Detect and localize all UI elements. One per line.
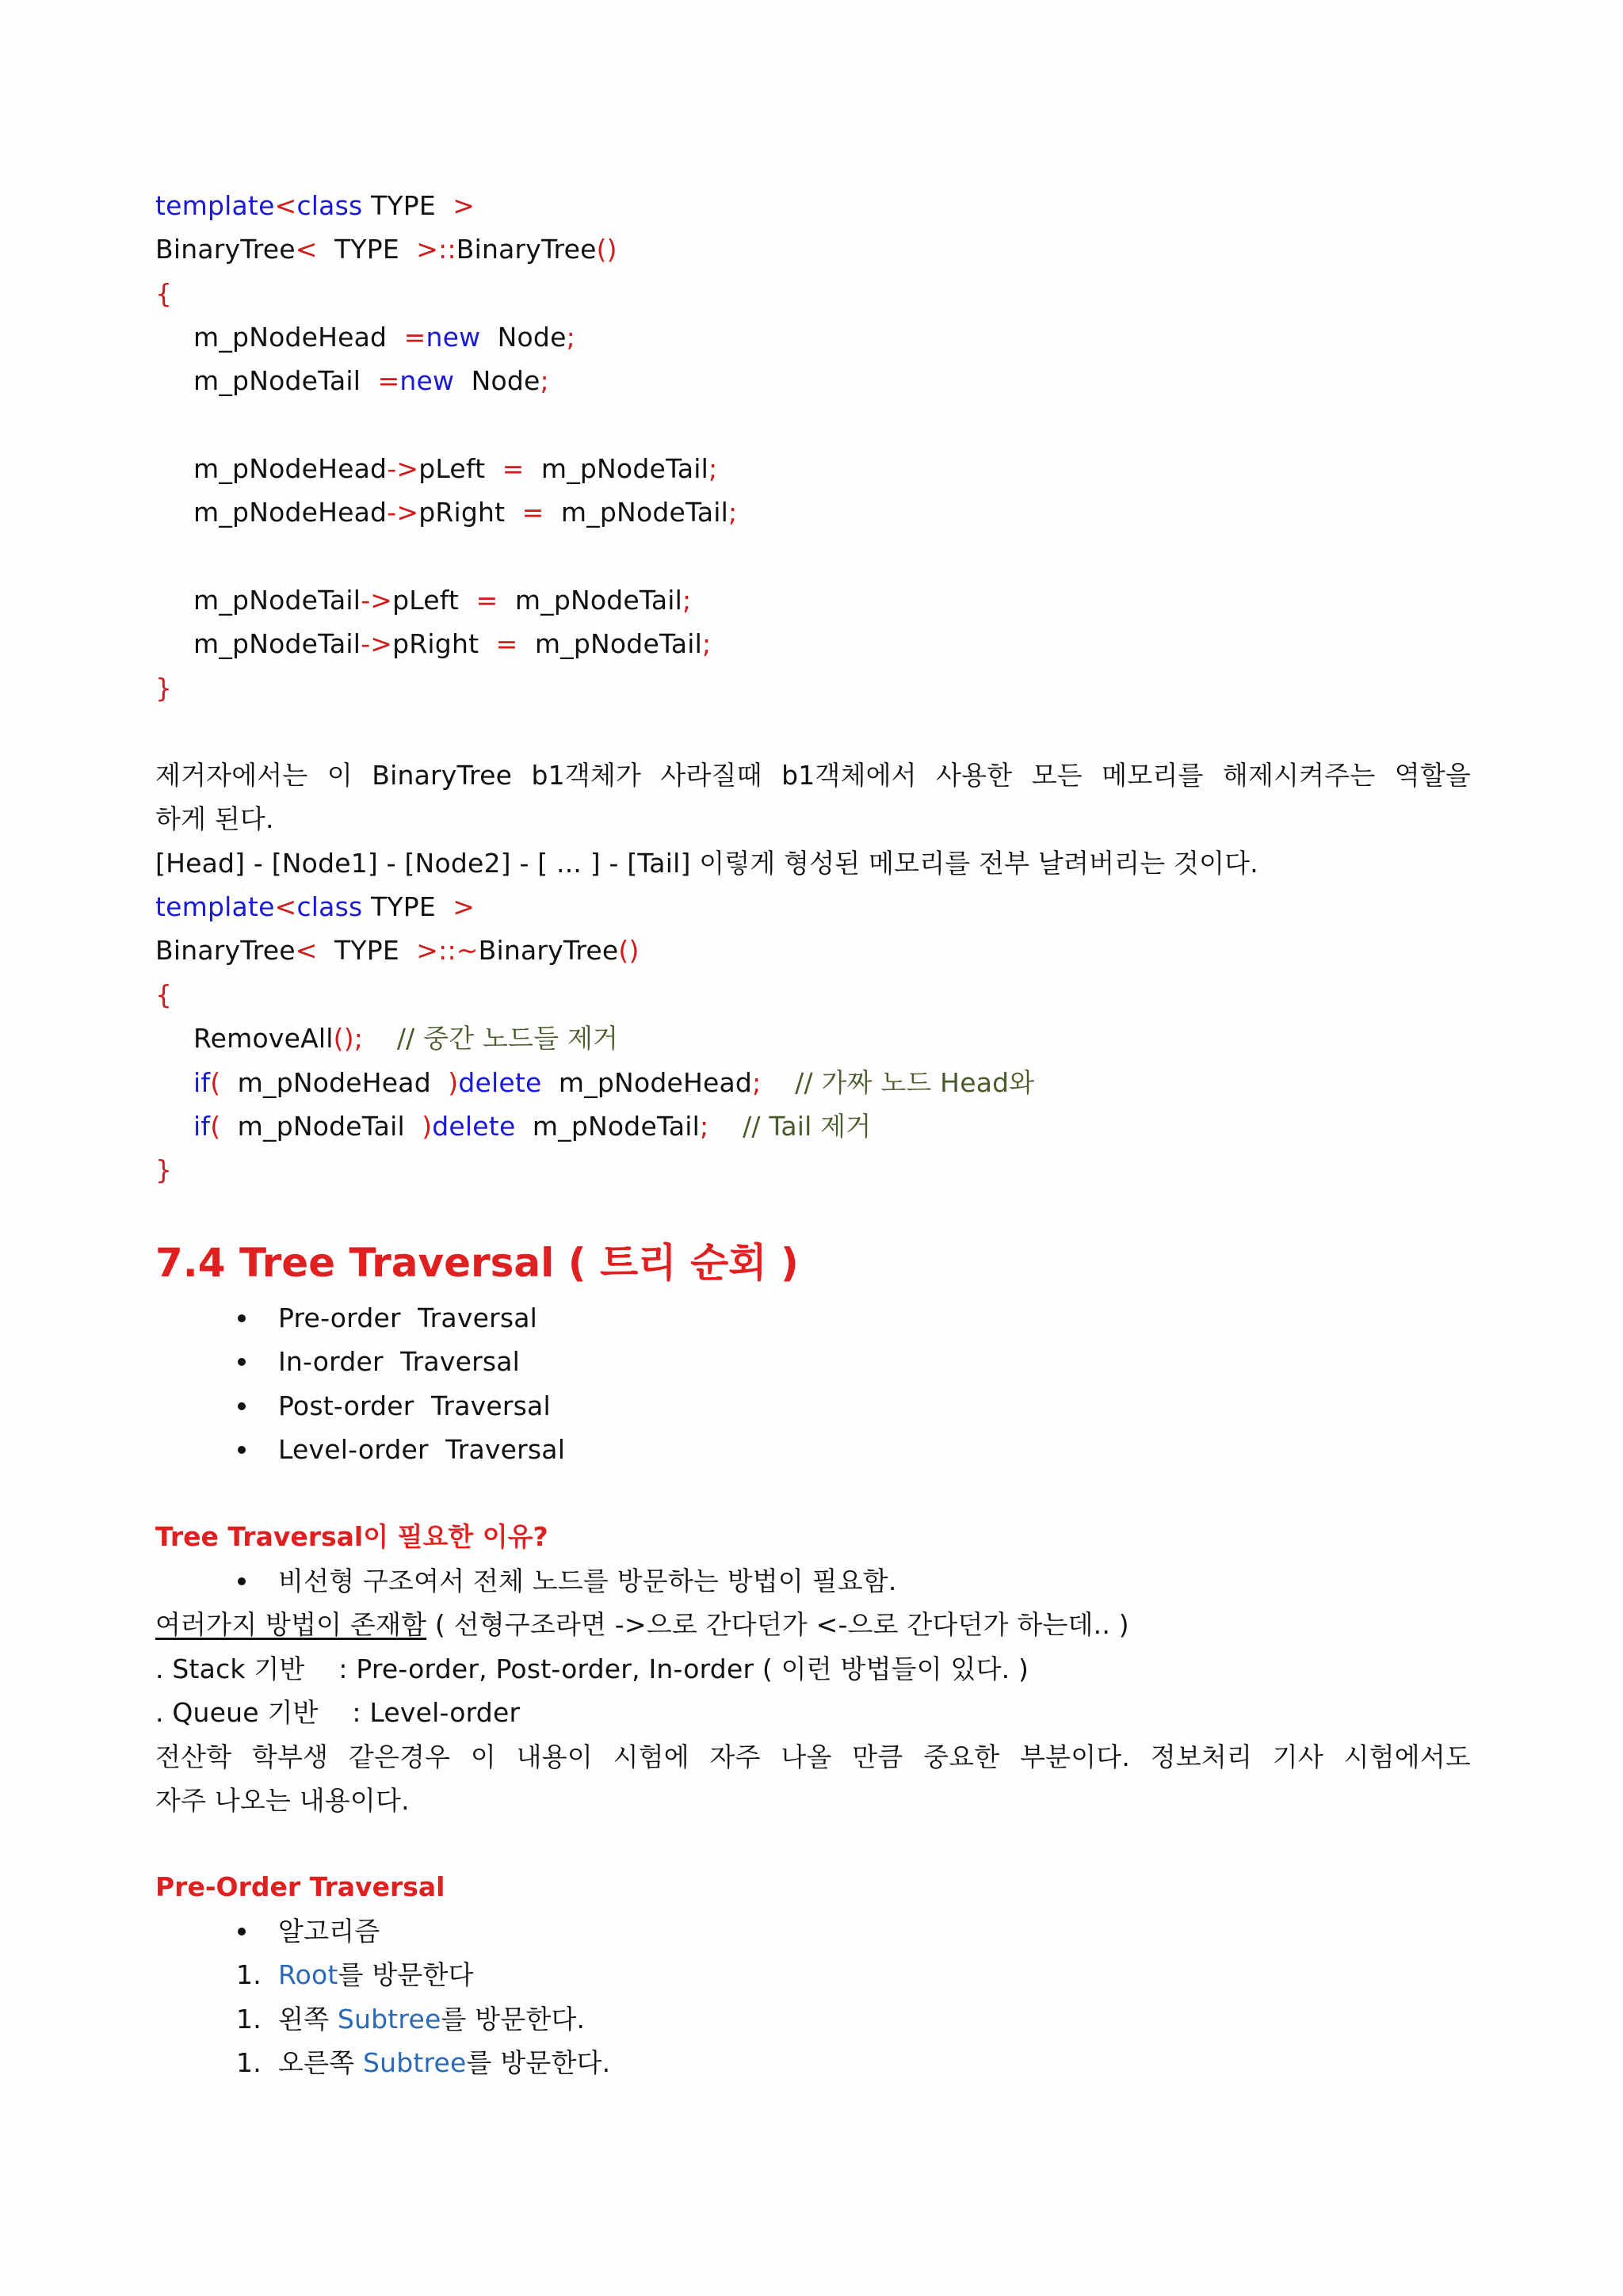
- paragraph-line: 제거자에서는 이 BinaryTree b1객체가 사라질때 b1객체에서 사용한 모든 메모리를 해제시켜주는 역할을: [155, 760, 1472, 791]
- operator: ;: [682, 585, 692, 616]
- code-line-signature: [155, 933, 640, 968]
- identifier: pLeft: [392, 585, 476, 616]
- code-line: [193, 364, 549, 399]
- operator: (: [210, 1111, 221, 1142]
- identifier: RemoveAll: [193, 1023, 334, 1054]
- identifier: m_pNodeTail: [220, 1111, 422, 1142]
- bullet-icon: [238, 1402, 246, 1410]
- operator: ;: [540, 365, 549, 396]
- identifier: m_pNodeTail: [517, 628, 703, 659]
- identifier: pRight: [392, 628, 496, 659]
- operator: ->: [387, 497, 419, 528]
- operator: >: [453, 891, 475, 922]
- paragraph-line: 하게 된다.: [155, 803, 274, 834]
- underlined-text: 여러가지 방법이 존재함: [155, 1609, 427, 1640]
- operator: (: [210, 1067, 221, 1098]
- comment: // 가짜 노드 Head와: [761, 1067, 1035, 1098]
- operator: <: [295, 935, 318, 966]
- list-item: 비선형 구조여서 전체 노드를 방문하는 방법이 필요함.: [278, 1566, 897, 1596]
- identifier: TYPE: [317, 234, 417, 265]
- keyword: class: [296, 190, 363, 221]
- keyword: new: [426, 322, 481, 353]
- code-brace-open: {: [155, 278, 173, 309]
- code-line: [193, 627, 711, 662]
- keyword: delete: [458, 1067, 542, 1098]
- operator: ): [448, 1067, 459, 1098]
- step-text: 오른쪽 Subtree를 방문한다.: [278, 2047, 611, 2078]
- term: Root: [278, 1959, 338, 1990]
- identifier: BinaryTree: [478, 935, 619, 966]
- keyword: class: [296, 891, 363, 922]
- identifier: m_pNodeHead: [220, 1067, 449, 1098]
- step-text: Root를 방문한다: [278, 1959, 474, 1990]
- step-text: 왼쪽 Subtree를 방문한다.: [278, 2004, 586, 2035]
- identifier: pRight: [418, 497, 522, 528]
- identifier: m_pNodeHead: [193, 497, 388, 528]
- identifier: TYPE: [362, 190, 453, 221]
- operator: (): [618, 935, 640, 966]
- keyword: template: [155, 891, 275, 922]
- comment: // Tail 제거: [708, 1111, 872, 1142]
- identifier: pLeft: [418, 453, 502, 484]
- identifier: BinaryTree: [456, 234, 597, 265]
- operator: <: [295, 234, 318, 265]
- operator: =: [521, 497, 544, 528]
- paragraph-line: 전산학 학부생 같은경우 이 내용이 시험에 자주 나올 만큼 중요한 부분이다. 정보처리 기사 시험에서도: [155, 1741, 1471, 1772]
- bullet-icon: [238, 1314, 246, 1322]
- identifier: Node: [454, 365, 540, 396]
- operator: =: [377, 365, 400, 396]
- paragraph-line: 자주 나오는 내용이다.: [155, 1785, 410, 1816]
- identifier: BinaryTree: [155, 234, 296, 265]
- list-item: 알고리즘: [278, 1916, 380, 1947]
- code-line: [193, 320, 575, 355]
- identifier: TYPE: [362, 891, 453, 922]
- list-item: Pre-order Traversal: [278, 1302, 538, 1333]
- list-item: Post-order Traversal: [278, 1390, 551, 1421]
- keyword: delete: [432, 1111, 516, 1142]
- code-line: [193, 1109, 871, 1144]
- operator: >::: [416, 234, 456, 265]
- keyword: if: [193, 1067, 211, 1098]
- code-line: [193, 1021, 618, 1056]
- code-line: [193, 1066, 1034, 1100]
- step-number: 1.: [236, 2047, 262, 2078]
- code-brace-close: }: [155, 1154, 173, 1185]
- operator: ->: [361, 628, 393, 659]
- code-line: [193, 452, 717, 486]
- operator: ->: [387, 453, 419, 484]
- keyword: if: [193, 1111, 211, 1142]
- identifier: m_pNodeHead: [193, 322, 404, 353]
- section-title: 7.4 Tree Traversal ( 트리 순회 ): [155, 1240, 799, 1286]
- list-item: Level-order Traversal: [278, 1434, 566, 1465]
- identifier: BinaryTree: [155, 935, 296, 966]
- identifier: m_pNodeTail: [544, 497, 729, 528]
- code-line-signature: [155, 232, 617, 267]
- operator: ;: [752, 1067, 762, 1098]
- operator: =: [502, 453, 525, 484]
- identifier: m_pNodeHead: [193, 453, 388, 484]
- operator: <: [274, 190, 297, 221]
- code-brace-close: }: [155, 673, 173, 704]
- term: Subtree: [362, 2047, 467, 2078]
- paragraph-line: . Queue 기반 : Level-order: [155, 1697, 521, 1728]
- operator: =: [495, 628, 518, 659]
- identifier: m_pNodeTail: [193, 365, 378, 396]
- subheading-preorder: Pre-Order Traversal: [155, 1871, 445, 1902]
- text: ( 선형구조라면 ->으로 간다던가 <-으로 간다던가 하는데.. ): [426, 1609, 1129, 1640]
- code-line-template: [155, 890, 475, 925]
- identifier: m_pNodeTail: [498, 585, 682, 616]
- code-line-template: [155, 189, 475, 223]
- bullet-icon: [238, 1577, 246, 1585]
- operator: ;: [700, 1111, 709, 1142]
- operator: =: [475, 585, 498, 616]
- code-line: [193, 495, 737, 530]
- identifier: m_pNodeHead: [541, 1067, 753, 1098]
- code-brace-open: {: [155, 979, 173, 1010]
- operator: ;: [702, 628, 712, 659]
- term: Subtree: [337, 2004, 441, 2035]
- operator: ->: [361, 585, 393, 616]
- identifier: m_pNodeTail: [524, 453, 709, 484]
- keyword: template: [155, 190, 275, 221]
- identifier: Node: [480, 322, 567, 353]
- identifier: m_pNodeTail: [193, 628, 361, 659]
- identifier: TYPE: [317, 935, 417, 966]
- operator: (): [596, 234, 617, 265]
- paragraph-line: [155, 1608, 1129, 1642]
- comment: // 중간 노드들 제거: [363, 1023, 619, 1054]
- bullet-icon: [238, 1446, 246, 1454]
- step-number: 1.: [236, 2004, 262, 2035]
- operator: ): [422, 1111, 433, 1142]
- operator: ();: [333, 1023, 364, 1054]
- identifier: m_pNodeTail: [515, 1111, 701, 1142]
- list-item: In-order Traversal: [278, 1346, 521, 1377]
- code-line: [193, 583, 691, 618]
- identifier: m_pNodeTail: [193, 585, 361, 616]
- step-number: 1.: [236, 1959, 262, 1990]
- operator: ;: [728, 497, 738, 528]
- bullet-icon: [238, 1358, 246, 1366]
- operator: >::~: [416, 935, 479, 966]
- subheading-why: Tree Traversal이 필요한 이유?: [155, 1521, 548, 1552]
- operator: <: [274, 891, 297, 922]
- operator: ;: [566, 322, 575, 353]
- keyword: new: [399, 365, 455, 396]
- paragraph-line: . Stack 기반 : Pre-order, Post-order, In-order ( 이런 방법들이 있다. ): [155, 1653, 1029, 1684]
- operator: ;: [708, 453, 718, 484]
- operator: >: [453, 190, 475, 221]
- bullet-icon: [238, 1928, 246, 1936]
- paragraph-line: [Head] - [Node1] - [Node2] - [ ... ] - [Tail] 이렇게 형성된 메모리를 전부 날려버리는 것이다.: [155, 848, 1258, 879]
- operator: =: [403, 322, 426, 353]
